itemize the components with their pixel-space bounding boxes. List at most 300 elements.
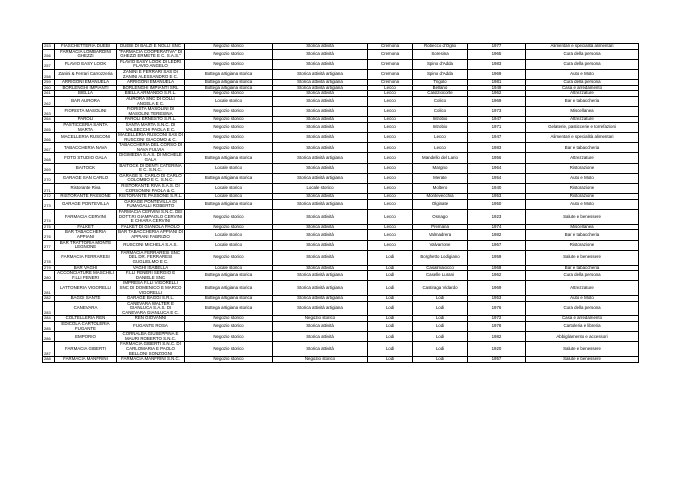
table-row: [43, 250, 639, 265]
city-cell: Spino d'Adda: [413, 59, 468, 69]
table-row: [43, 357, 639, 363]
year-cell: 1949: [468, 85, 526, 91]
city-cell: Lodi: [413, 296, 468, 302]
year-cell: 1957: [468, 357, 526, 363]
city-cell: Olginate: [413, 199, 468, 209]
shop-type-cell: Negozio storico: [185, 322, 273, 332]
category-cell: Locale storico: [273, 184, 368, 194]
shop-type-cell: Locale storico: [185, 265, 273, 271]
province-cell: Lodi: [368, 357, 413, 363]
city-cell: Merate: [413, 173, 468, 183]
table-row: [43, 49, 639, 59]
category-cell: Storica attività: [273, 143, 368, 153]
city-cell: Mandello del Lario: [413, 153, 468, 163]
year-cell: 1954: [468, 173, 526, 183]
shop-name-cell: EMPORIO: [55, 332, 117, 342]
company-name-cell: BIELLA ARMANDO S.R.L.: [117, 91, 185, 97]
sector-cell: Miscellanea: [526, 224, 639, 230]
category-cell: Storica attività: [273, 265, 368, 271]
shop-name-cell: TABACCHERIA NAVA: [55, 143, 117, 153]
row-number-cell: 288: [43, 357, 55, 363]
company-name-cell: FUGANTE ROSA: [117, 322, 185, 332]
province-cell: Lecco: [368, 163, 413, 173]
year-cell: 1968: [468, 265, 526, 271]
table-row: [43, 69, 639, 79]
year-cell: 1969: [468, 281, 526, 296]
category-cell: Storica attività: [273, 342, 368, 357]
year-cell: 1967: [468, 240, 526, 250]
row-number-cell: 262: [43, 96, 55, 106]
province-cell: Lecco: [368, 133, 413, 143]
table-row: [43, 133, 639, 143]
shop-name-cell: RISTORANTE PASSONE: [55, 194, 117, 200]
province-cell: Lecco: [368, 230, 413, 240]
row-number-cell: 274: [43, 210, 55, 225]
city-cell: Osnago: [413, 210, 468, 225]
city-cell: Introbio: [413, 122, 468, 132]
shop-name-cell: FARMACIA MANFRINI: [55, 357, 117, 363]
province-cell: Lecco: [368, 143, 413, 153]
sector-cell: Cura della persona: [526, 59, 639, 69]
year-cell: 1964: [468, 163, 526, 173]
province-cell: Lecco: [368, 96, 413, 106]
sector-cell: Attrezzature: [526, 281, 639, 296]
province-cell: Lecco: [368, 85, 413, 91]
row-number-cell: 282: [43, 296, 55, 302]
category-cell: Storica attività: [273, 44, 368, 50]
shop-type-cell: Negozio storico: [185, 316, 273, 322]
shop-type-cell: Negozio storico: [185, 143, 273, 153]
province-cell: Cremona: [368, 49, 413, 59]
row-number-cell: 261: [43, 91, 55, 97]
shop-type-cell: Bottega artigiana storica: [185, 296, 273, 302]
province-cell: Lodi: [368, 296, 413, 302]
company-name-cell: "FARMACIA COOPERATIVA" DI GHEZZI ERMETE E C. S.A.S.": [117, 49, 185, 59]
province-cell: Cremona: [368, 69, 413, 79]
shop-name-cell: FARMACIA FERRARESI: [55, 250, 117, 265]
company-name-cell: FARMACIA CERVINI S.N.C. DEI DOTT.RI GIAMPAOLO CERVINI E CHIARA CERVINI: [117, 210, 185, 225]
row-number-cell: 270: [43, 173, 55, 183]
year-cell: 1940: [468, 184, 526, 194]
province-cell: Lecco: [368, 107, 413, 117]
category-cell: Storica attività artigiana: [273, 173, 368, 183]
shop-name-cell: BIELLA: [55, 91, 117, 97]
company-name-cell: RUSCONI MICHELA S.A.S.: [117, 240, 185, 250]
sector-cell: Gelaterie, pasticcerie e torrefazioni: [526, 122, 639, 132]
sector-cell: Bar e tabaccheria: [526, 230, 639, 240]
province-cell: Lodi: [368, 271, 413, 281]
sector-cell: Salute e benessere: [526, 210, 639, 225]
company-name-cell: BORLENGHI IMPIANTI SRL: [117, 85, 185, 91]
company-name-cell: AURORA SNC DI COLLI ANGELA E C.: [117, 96, 185, 106]
row-number-cell: 279: [43, 265, 55, 271]
table-row: [43, 210, 639, 225]
city-cell: Valmadrera: [413, 230, 468, 240]
province-cell: Lecco: [368, 184, 413, 194]
sector-cell: Ristorazione: [526, 184, 639, 194]
shop-name-cell: BAR TRATTORIA MONTE LEGNONE: [55, 240, 117, 250]
company-name-cell: ZANINI E FERRARI SAS DI ZANINI ALESSANDRO E C.: [117, 69, 185, 79]
year-cell: 1950: [468, 199, 526, 209]
sector-cell: Ristorazione: [526, 194, 639, 200]
city-cell: Spino d'Adda: [413, 69, 468, 79]
shop-name-cell: CANEVARA: [55, 301, 117, 316]
category-cell: Negozio storico: [273, 357, 368, 363]
category-cell: Storica attività: [273, 117, 368, 123]
province-cell: Lecco: [368, 224, 413, 230]
city-cell: Lodi: [413, 316, 468, 322]
year-cell: 1983: [468, 59, 526, 69]
city-cell: Lodi: [413, 322, 468, 332]
city-cell: Lodi: [413, 332, 468, 342]
sector-cell: Auto e Moto: [526, 69, 639, 79]
row-number-cell: 284: [43, 316, 55, 322]
province-cell: Lodi: [368, 332, 413, 342]
category-cell: Storica attività: [273, 122, 368, 132]
year-cell: 1974: [468, 224, 526, 230]
company-name-cell: DUEBI DI BALZI E NOLLI SNC: [117, 44, 185, 50]
company-name-cell: DIGIMEDIA S.A.S. DI MICHELE GALA: [117, 153, 185, 163]
sector-cell: Salute e benessere: [526, 357, 639, 363]
company-name-cell: CORNALBA GIUSEPPINA E MAURI ROBERTO S.N.C.: [117, 332, 185, 342]
shop-type-cell: Negozio storico: [185, 49, 273, 59]
shop-name-cell: BAR TABACCHERIA APPIANI: [55, 230, 117, 240]
shop-name-cell: FIASCHETTERIA DUEBI: [55, 44, 117, 50]
sector-cell: Bar e tabaccheria: [526, 265, 639, 271]
shop-type-cell: Negozio storico: [185, 357, 273, 363]
table-row: [43, 199, 639, 209]
sector-cell: Cura della persona: [526, 301, 639, 316]
shop-type-cell: Locale storico: [185, 163, 273, 173]
sector-cell: Salute e benessere: [526, 342, 639, 357]
row-number-cell: 263: [43, 107, 55, 117]
row-number-cell: 267: [43, 143, 55, 153]
row-number-cell: 286: [43, 332, 55, 342]
sector-cell: Ristorazione: [526, 163, 639, 173]
year-cell: 1981: [468, 80, 526, 86]
province-cell: Lodi: [368, 265, 413, 271]
city-cell: Montevecchia: [413, 194, 468, 200]
category-cell: Storica attività: [273, 230, 368, 240]
table-row: [43, 332, 639, 342]
table-row: [43, 184, 639, 194]
city-cell: Caselle Lurani: [413, 271, 468, 281]
province-cell: Lecco: [368, 240, 413, 250]
sector-cell: Salute e benessere: [526, 250, 639, 265]
year-cell: 1983: [468, 143, 526, 153]
company-name-cell: GARAGE PONTEVILLA DI FUMAGALLI ROBERTO: [117, 199, 185, 209]
sector-cell: Alimentari e specialità alimentari: [526, 44, 639, 50]
city-cell: Colico: [413, 96, 468, 106]
shop-type-cell: Bottega artigiana storica: [185, 199, 273, 209]
shop-name-cell: GARAGE PONTEVILLA: [55, 199, 117, 209]
table-row: [43, 163, 639, 173]
shop-type-cell: Negozio storico: [185, 122, 273, 132]
shop-type-cell: Bottega artigiana storica: [185, 301, 273, 316]
category-cell: Storica attività: [273, 49, 368, 59]
year-cell: 1959: [468, 250, 526, 265]
shop-type-cell: Negozio storico: [185, 224, 273, 230]
shop-name-cell: PASTICCERIA SANTA MARTA: [55, 122, 117, 132]
company-name-cell: IMPRESA F.LLI VIGORELLI SNC DI DOMENICO E MARCO VIGORELLI: [117, 281, 185, 296]
province-cell: Lecco: [368, 173, 413, 183]
shop-type-cell: Locale storico: [185, 96, 273, 106]
shop-type-cell: Locale storico: [185, 184, 273, 194]
sector-cell: Ristorazione: [526, 240, 639, 250]
province-cell: Lodi: [368, 301, 413, 316]
sector-cell: Auto e Moto: [526, 296, 639, 302]
shop-name-cell: ARRIGONI EMANUELA: [55, 80, 117, 86]
category-cell: Storica attività artigiana: [273, 301, 368, 316]
sector-cell: Auto e Moto: [526, 173, 639, 183]
company-name-cell: VAGHI ISABELLA: [117, 265, 185, 271]
company-name-cell: CANEVARA WALTER E GIANLUCA S.A.S. DI CANEVARA GIANLUCA E C.: [117, 301, 185, 316]
category-cell: Storica attività artigiana: [273, 271, 368, 281]
shop-type-cell: Negozio storico: [185, 91, 273, 97]
sector-cell: Attrezzature: [526, 117, 639, 123]
category-cell: Storica attività artigiana: [273, 80, 368, 86]
shop-type-cell: Negozio storico: [185, 342, 273, 357]
year-cell: 1947: [468, 117, 526, 123]
year-cell: 1977: [468, 44, 526, 50]
city-cell: Lecco: [413, 143, 468, 153]
year-cell: 1953: [468, 296, 526, 302]
year-cell: 1965: [468, 49, 526, 59]
table-row: [43, 107, 639, 117]
shop-name-cell: BAR VAGHI: [55, 265, 117, 271]
table-row: [43, 322, 639, 332]
year-cell: 1953: [468, 194, 526, 200]
company-name-cell: GARAGE BAGGI S.R.L.: [117, 296, 185, 302]
category-cell: Storica attività artigiana: [273, 85, 368, 91]
province-cell: Lecco: [368, 210, 413, 225]
year-cell: 1920: [468, 342, 526, 357]
company-name-cell: GARAGE S. CARLO DI CARLO COLOMBO E C. S.N.C.: [117, 173, 185, 183]
year-cell: 1969: [468, 96, 526, 106]
company-name-cell: FARMACIA FERRARESI SNC DEL DR. FERRARESI GUGLIELMO E C.: [117, 250, 185, 265]
row-number-cell: 259: [43, 80, 55, 86]
year-cell: 1969: [468, 69, 526, 79]
sector-cell: Alimentari e specialità alimentari: [526, 133, 639, 143]
table-row: [43, 122, 639, 132]
row-number-cell: 268: [43, 153, 55, 163]
shop-type-cell: Bottega artigiana storica: [185, 80, 273, 86]
company-name-cell: BAITOCK DI DENTI CATERINA E C. S.N.C.: [117, 163, 185, 173]
city-cell: Lodi: [413, 301, 468, 316]
year-cell: 1971: [468, 122, 526, 132]
company-name-cell: REN GIOVANNI: [117, 316, 185, 322]
city-cell: Bellano: [413, 85, 468, 91]
shop-name-cell: EDICOLA CARTOLERIA FUGANTE: [55, 322, 117, 332]
row-number-cell: 277: [43, 240, 55, 250]
shop-type-cell: Negozio storico: [185, 210, 273, 225]
shop-type-cell: Negozio storico: [185, 332, 273, 342]
row-number-cell: 265: [43, 122, 55, 132]
row-number-cell: 272: [43, 194, 55, 200]
city-cell: Calolziocorte: [413, 91, 468, 97]
table-row: [43, 153, 639, 163]
row-number-cell: 253: [43, 44, 55, 50]
category-cell: Storica attività: [273, 322, 368, 332]
shop-type-cell: Bottega artigiana storica: [185, 173, 273, 183]
sector-cell: Casa e arredamento: [526, 85, 639, 91]
row-number-cell: 276: [43, 230, 55, 240]
row-number-cell: 287: [43, 342, 55, 357]
year-cell: 1956: [468, 153, 526, 163]
shop-name-cell: FALKET: [55, 224, 117, 230]
city-cell: Castiraga Vidardo: [413, 281, 468, 296]
company-name-cell: PAROLI ERNESTO S.R.L.: [117, 117, 185, 123]
shop-name-cell: COLTELLERIA REN: [55, 316, 117, 322]
row-number-cell: 285: [43, 322, 55, 332]
shop-type-cell: Negozio storico: [185, 250, 273, 265]
category-cell: Storica attività artigiana: [273, 296, 368, 302]
sector-cell: Miscellanea: [526, 107, 639, 117]
category-cell: Storica attività: [273, 332, 368, 342]
province-cell: Lecco: [368, 199, 413, 209]
row-number-cell: 269: [43, 163, 55, 173]
city-cell: Premana: [413, 224, 468, 230]
company-name-cell: TABACCHERIA DEL CORSO DI NAVA FULVIA: [117, 143, 185, 153]
shop-name-cell: ACCONCIATURE MASCHILI F.LLI FENERI: [55, 271, 117, 281]
shop-name-cell: Ristorante Riva: [55, 184, 117, 194]
province-cell: Lecco: [368, 153, 413, 163]
company-name-cell: FIORISTA MASOLINI DI MASOLINI TERESINA: [117, 107, 185, 117]
category-cell: Storica attività artigiana: [273, 153, 368, 163]
table-row: [43, 230, 639, 240]
shop-name-cell: FARMACIA LOMBARDINI GHEZZI: [55, 49, 117, 59]
city-cell: Introbio: [413, 117, 468, 123]
company-name-cell: BAR TABACCHERIA APPIANI DI APPIANI FABRIZIO: [118, 229, 183, 239]
table-body: [43, 44, 639, 363]
shop-type-cell: Negozio storico: [185, 59, 273, 69]
shop-type-cell: Bottega artigiana storica: [185, 85, 273, 91]
sector-cell: Cura della persona: [526, 49, 639, 59]
shop-name-cell: BAITOCK: [55, 163, 117, 173]
province-cell: Lecco: [368, 122, 413, 132]
sector-cell: Cartoleria e libreria: [526, 322, 639, 332]
shop-type-cell: Locale storico: [185, 240, 273, 250]
category-cell: Storica attività: [273, 91, 368, 97]
row-number-cell: 266: [43, 133, 55, 143]
city-cell: Margno: [413, 163, 468, 173]
year-cell: 1976: [468, 301, 526, 316]
row-number-cell: 260: [43, 85, 55, 91]
company-name-cell: FLAVIO EASY LOOK DI LEDRI FLAVIO ANGELO: [117, 59, 185, 69]
category-cell: Storica attività: [273, 107, 368, 117]
shop-type-cell: Negozio storico: [185, 133, 273, 143]
company-name-cell: F.LLI FENERI SERGIO E DANIELE SNC: [117, 271, 185, 281]
shop-name-cell: FIORISTA MASOLINI: [55, 107, 117, 117]
shop-type-cell: Locale storico: [185, 230, 273, 240]
row-number-cell: 278: [43, 250, 55, 265]
year-cell: 1982: [468, 230, 526, 240]
shop-name-cell: MACELLERIA RUSCONI: [55, 133, 117, 143]
row-number-cell: 257: [43, 59, 55, 69]
province-cell: Cremona: [368, 80, 413, 86]
year-cell: 1962: [468, 271, 526, 281]
shops-table: [42, 43, 639, 363]
sector-cell: Cura della persona: [526, 80, 639, 86]
year-cell: 1923: [468, 210, 526, 225]
shop-name-cell: Zanini & Ferrari Carrozzeria: [55, 69, 117, 79]
shop-name-cell: PAROLI: [55, 117, 117, 123]
sector-cell: Bar e tabaccheria: [526, 96, 639, 106]
row-number-cell: 258: [43, 69, 55, 79]
category-cell: Storica attività artigiana: [273, 281, 368, 296]
category-cell: Storica attività artigiana: [273, 69, 368, 79]
city-cell: Lodi: [413, 342, 468, 357]
sector-cell: Attrezzature: [526, 153, 639, 163]
shop-type-cell: Bottega artigiana storica: [185, 271, 273, 281]
row-number-cell: 273: [43, 199, 55, 209]
shop-type-cell: Negozio storico: [185, 44, 273, 50]
province-cell: Lodi: [368, 342, 413, 357]
category-cell: Storica attività: [273, 224, 368, 230]
province-cell: Cremona: [368, 59, 413, 69]
table-row: [43, 59, 639, 69]
row-number-cell: 256: [43, 49, 55, 59]
sector-cell: Cura della persona: [526, 271, 639, 281]
company-name-cell: MACELLERIA RUSCONI SAS DI RUSCONI GIACOMO & C.: [118, 132, 183, 142]
company-name-cell: RISTORANTE PASSONE S.R.L.: [117, 194, 185, 200]
table-row: [43, 281, 639, 296]
row-number-cell: 264: [43, 117, 55, 123]
table-row: [43, 173, 639, 183]
province-cell: Lodi: [368, 250, 413, 265]
sector-cell: Casa e arredamento: [526, 316, 639, 322]
shop-name-cell: BAGGI SANTE: [55, 296, 117, 302]
row-number-cell: 275: [43, 224, 55, 230]
table-row: [43, 271, 639, 281]
year-cell: 1962: [468, 91, 526, 97]
shop-name-cell: FARMACIA CERVINI: [55, 210, 117, 225]
row-number-cell: 280: [43, 271, 55, 281]
company-name-cell: FARMACIA MANFRINI S.N.C.: [117, 357, 185, 363]
shop-type-cell: Locale storico: [185, 194, 273, 200]
table-row: [43, 301, 639, 316]
category-cell: Storica attività: [273, 96, 368, 106]
company-name-cell: ARRIGONI EMANUELA: [117, 80, 185, 86]
year-cell: 1973: [468, 107, 526, 117]
province-cell: Lecco: [368, 194, 413, 200]
city-cell: Borghetto Lodigiano: [413, 250, 468, 265]
row-number-cell: 271: [43, 184, 55, 194]
shop-type-cell: Bottega artigiana storica: [185, 153, 273, 163]
city-cell: Casalmaiocco: [413, 265, 468, 271]
shop-name-cell: LATTONERIA VIGORELLI: [55, 281, 117, 296]
city-cell: Moltero: [413, 184, 468, 194]
category-cell: Negozio storico: [273, 316, 368, 322]
company-name-cell: RISTORANTE RIVA S.A.S. DI CORSONINI PAOLA & C.: [117, 184, 185, 194]
table-row: [43, 240, 639, 250]
province-cell: Lecco: [368, 117, 413, 123]
province-cell: Cremona: [368, 44, 413, 50]
city-cell: Valvarrone: [413, 240, 468, 250]
province-cell: Lodi: [368, 322, 413, 332]
company-name-cell: SANTA MARTA S.N.C. DI VALSECCHI PAOLA E C.: [117, 122, 185, 132]
city-cell: Colico: [413, 107, 468, 117]
category-cell: Storica attività: [273, 59, 368, 69]
shop-name-cell: FOTO STUDIO GALA: [55, 153, 117, 163]
shop-name-cell: GARAGE SAN CARLO: [55, 173, 117, 183]
table-row: [43, 143, 639, 153]
category-cell: Storica attività: [273, 163, 368, 173]
city-cell: Lecco: [413, 133, 468, 143]
category-cell: Storica attività: [273, 194, 368, 200]
shop-name-cell: BORLENGHI IMPIANTI: [55, 85, 117, 91]
sector-cell: Attrezzature: [526, 91, 639, 97]
